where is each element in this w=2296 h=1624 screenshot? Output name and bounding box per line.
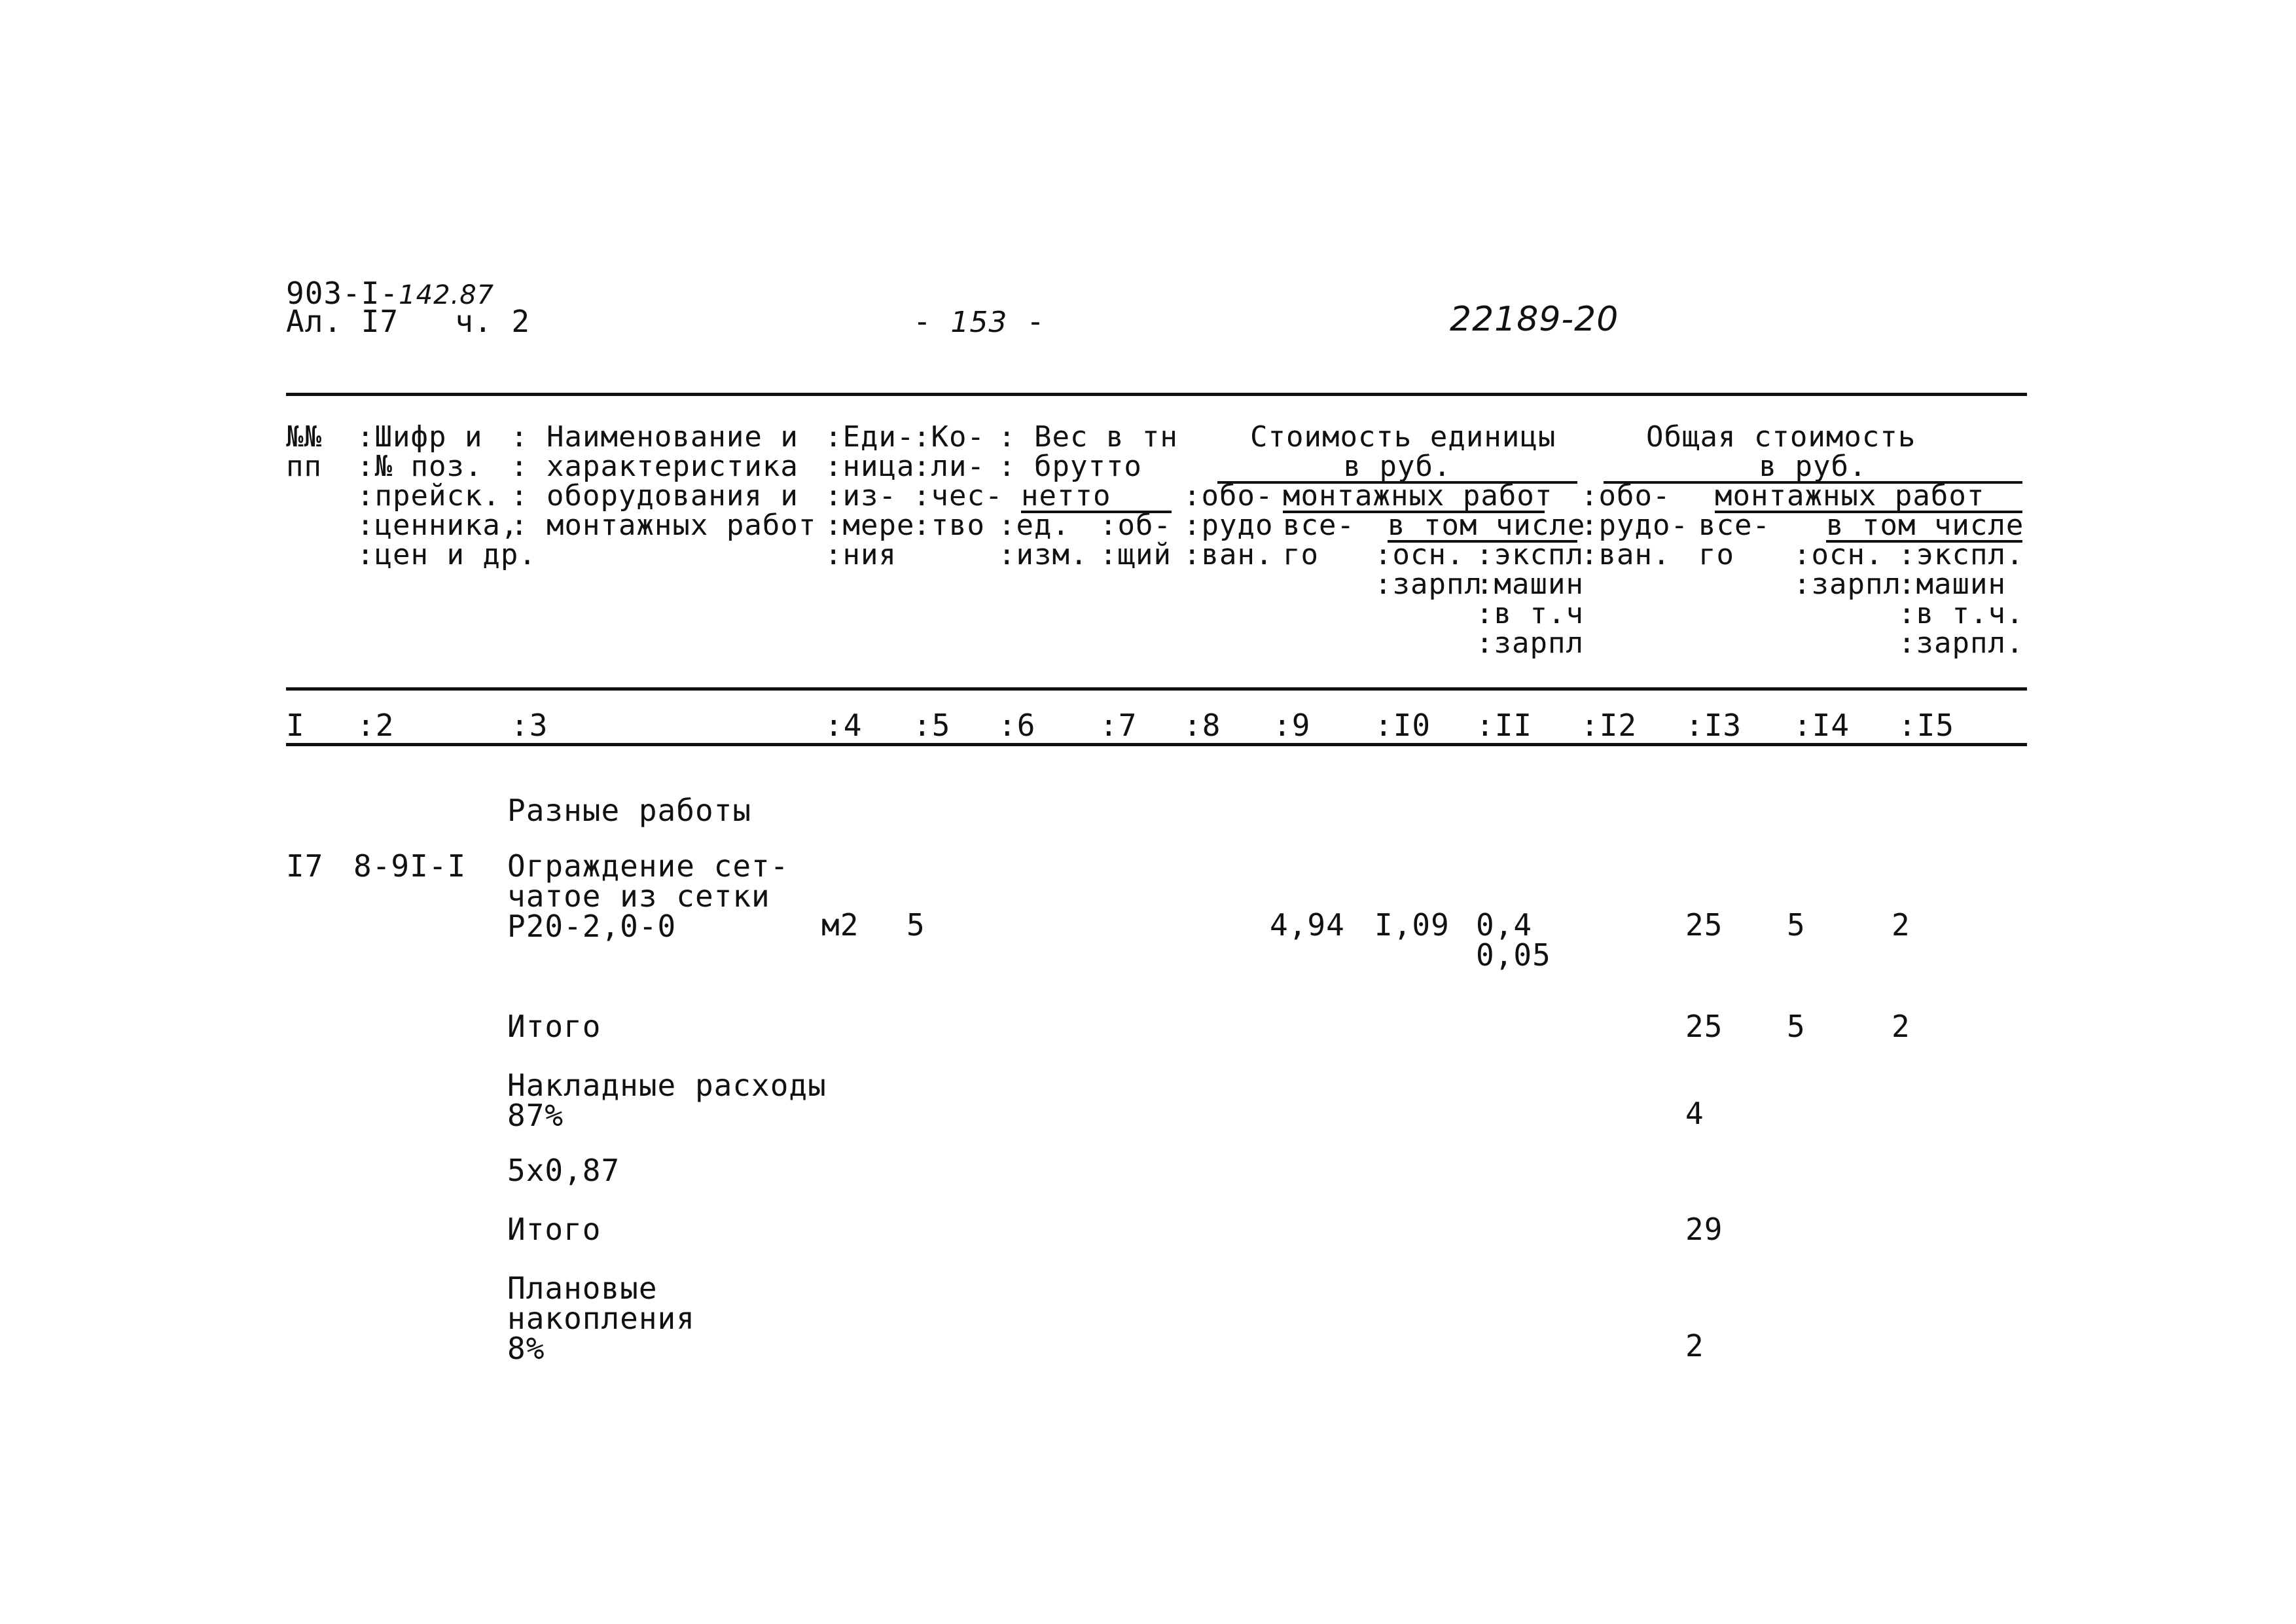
col-number-5: :5 xyxy=(913,708,951,743)
summary-total-mounting: 4 xyxy=(1685,1096,1704,1131)
header-col1: №№ пп xyxy=(286,420,322,483)
header-col10: :осн. :зарпл xyxy=(1374,538,1482,601)
col-number-7: :7 xyxy=(1100,708,1138,743)
col-number-13: :I3 xyxy=(1685,708,1742,743)
col-number-14: :I4 xyxy=(1793,708,1850,743)
item-unit-machines: 0,4 0,05 xyxy=(1476,907,1551,973)
item-total-machines: 2 xyxy=(1892,907,1910,943)
col-number-6: :6 xyxy=(998,708,1036,743)
col-number-15: :I5 xyxy=(1898,708,1955,743)
summary-total-mounting: 25 xyxy=(1685,1009,1723,1044)
col-number-4: :4 xyxy=(825,708,863,743)
section-title: Разные работы xyxy=(507,793,752,828)
col-number-8: :8 xyxy=(1183,708,1221,743)
header-col3: : Наименование и : характеристика : оборудования и : монтажных работ xyxy=(511,420,817,542)
col-number-1: I xyxy=(286,708,305,743)
item-code: 8-9I-I xyxy=(353,848,467,884)
document-code-text: 903-I- xyxy=(286,276,399,311)
col-number-9: :9 xyxy=(1273,708,1311,743)
header-col2: :Шифр и :№ поз. :прейск. :ценника, :цен и др. xyxy=(357,420,537,571)
header-col14-15-including: в том числе xyxy=(1826,509,2024,542)
header-col13: все- го xyxy=(1698,509,1770,571)
header-col11: :экспл :машин :в т.ч :зарпл xyxy=(1476,538,1584,660)
summary-total-machines: 2 xyxy=(1892,1009,1910,1044)
col-number-2: :2 xyxy=(357,708,395,743)
header-col15: :экспл. :машин :в т.ч. :зарпл. xyxy=(1898,538,2024,660)
column-numbers-bottom-rule xyxy=(286,743,2027,746)
album-part: Ал. I7 ч. 2 xyxy=(286,304,531,339)
item-total-base-salary: 5 xyxy=(1787,907,1806,943)
document-number: 22189-20 xyxy=(1450,300,1619,339)
header-col9: всe- го xyxy=(1283,509,1355,571)
header-col10-11-including: в том числе xyxy=(1388,509,1586,542)
table-top-rule xyxy=(286,393,2027,396)
header-col4: :Еди- :ница :из- :мере :ния xyxy=(825,420,915,571)
item-total-mounting: 25 xyxy=(1685,907,1723,943)
document-code-handwritten: 142.87 xyxy=(399,280,495,310)
header-unit-cost: Стоимость единицы xyxy=(1250,420,1556,454)
header-weight-netto: нетто xyxy=(1021,481,1172,513)
item-number: I7 xyxy=(286,848,324,884)
summary-label: Итого xyxy=(507,1009,601,1044)
header-col6: :ед. :изм. xyxy=(998,509,1088,571)
col-number-12: :I2 xyxy=(1581,708,1638,743)
summary-total-mounting: 29 xyxy=(1685,1212,1723,1247)
header-total-cost: Общая стоимость xyxy=(1646,420,1916,454)
summary-label: Плановые накопления 8% xyxy=(507,1271,695,1366)
col-number-10: :I0 xyxy=(1374,708,1431,743)
item-quantity: 5 xyxy=(906,907,925,943)
header-col9-12-mounting: монтажных работ xyxy=(1283,479,1553,513)
item-unit-base-salary: I,09 xyxy=(1374,907,1450,943)
col-number-11: :II xyxy=(1476,708,1533,743)
header-total-cost-rub: в руб. xyxy=(1604,452,2022,484)
header-col12: :обо- :рудо- :ван. xyxy=(1581,479,1689,571)
summary-total-mounting: 2 xyxy=(1685,1328,1704,1363)
header-col5: :Ко- :ли- :чес- :тво xyxy=(913,420,1003,542)
header-col8: :обо- :рудо :ван. xyxy=(1183,479,1274,571)
header-col13-15-mounting: монтажных работ xyxy=(1715,481,2022,513)
item-unit: м2 xyxy=(821,907,859,943)
page-number: - 153 - xyxy=(913,304,1045,339)
header-col7: :об- :щий xyxy=(1100,509,1172,571)
summary-total-base-salary: 5 xyxy=(1787,1009,1806,1044)
page-number-handwritten: 153 xyxy=(950,306,1008,339)
table-header-bottom-rule xyxy=(286,687,2027,691)
summary-label: Накладные расходы 87% xyxy=(507,1068,827,1133)
col-number-3: :3 xyxy=(511,708,548,743)
header-weight: : Вес в тн : брутто xyxy=(998,420,1178,483)
item-unit-mounting-total: 4,94 xyxy=(1270,907,1345,943)
item-name: Ограждение сет- чатое из сетки Р20-2,0-0 xyxy=(507,848,789,944)
header-col14: :осн. :зарпл xyxy=(1793,538,1901,601)
summary-label: 5х0,87 xyxy=(507,1153,620,1188)
header-unit-cost-rub: в руб. xyxy=(1217,452,1577,484)
summary-label: Итого xyxy=(507,1212,601,1247)
